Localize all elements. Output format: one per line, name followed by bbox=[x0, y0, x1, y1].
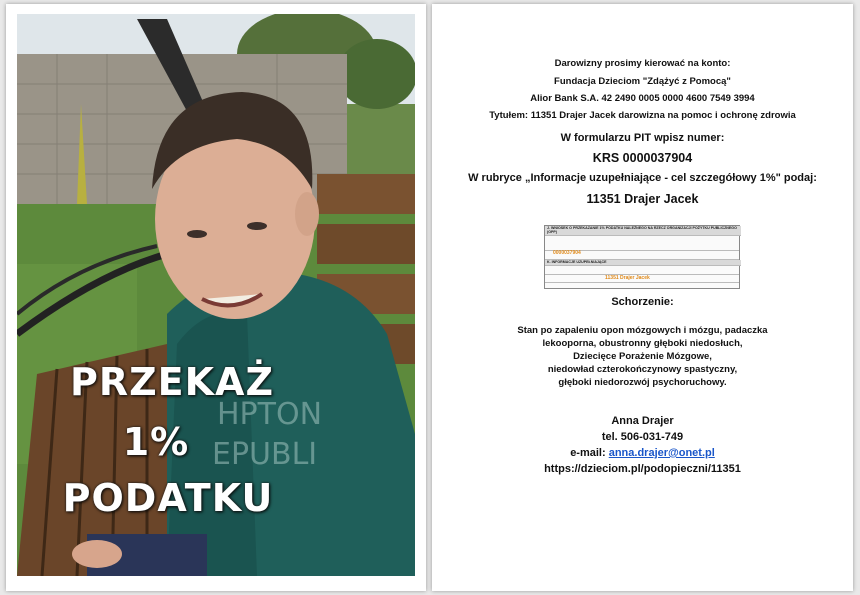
beneficiary-name: 11351 Drajer Jacek bbox=[586, 192, 699, 206]
contact-name: Anna Drajer bbox=[611, 415, 674, 427]
donation-line-1: Darowizny prosimy kierować na konto: bbox=[554, 58, 731, 69]
diagnosis-line-1: Stan po zapaleniu opon mózgowych i mózgu, padaczka bbox=[517, 325, 768, 336]
form-purpose-value: 11351 Drajer Jacek bbox=[605, 275, 650, 281]
overlay-text-line-1: PRZEKAŻ bbox=[69, 360, 275, 404]
left-page bbox=[6, 4, 426, 591]
overlay-text-line-3: PODATKU bbox=[62, 476, 274, 520]
diagnosis-line-3: Dziecięce Porażenie Mózgowe, bbox=[573, 351, 712, 362]
boy-photo bbox=[17, 14, 415, 576]
krs-number: KRS 0000037904 bbox=[592, 151, 693, 165]
svg-text:HPTON: HPTON bbox=[217, 397, 323, 432]
donation-line-4: Tytułem: 11351 Drajer Jacek darowizna na pomoc i ochronę zdrowia bbox=[489, 110, 796, 121]
overlay-text-line-2: 1% bbox=[122, 420, 190, 464]
contact-email-line bbox=[432, 447, 853, 459]
pit-form-thumbnail bbox=[544, 225, 740, 289]
svg-text:EPUBLI: EPUBLI bbox=[212, 437, 318, 472]
rubric-instruction: W rubryce „Informacje uzupełniające - cel szczegółowy 1%" podaj: bbox=[468, 172, 817, 184]
donation-line-3: Alior Bank S.A. 42 2490 0005 0000 4600 7549 3994 bbox=[530, 93, 755, 104]
email-link[interactable]: anna.drajer@onet.pl bbox=[608, 447, 715, 459]
form-krs-value: 0000037904 bbox=[553, 250, 581, 256]
donation-line-2: Fundacja Dzieciom "Zdążyć z Pomocą" bbox=[554, 76, 731, 87]
diagnosis-line-2: lekooporna, obustronny głęboki niedosłuch, bbox=[542, 338, 743, 349]
contact-phone: tel. 506-031-749 bbox=[601, 431, 684, 443]
diagnosis-line-4: niedowład czterokończynowy spastyczny, bbox=[547, 364, 738, 375]
profile-url[interactable]: https://dzieciom.pl/podopieczni/11351 bbox=[544, 463, 741, 475]
form-section-b: K. INFORMACJE UZUPEŁNIAJĄCE bbox=[545, 260, 741, 266]
right-page bbox=[432, 4, 853, 591]
diagnosis-line-5: głęboki niedorozwój psychoruchowy. bbox=[558, 377, 727, 388]
form-section-a: J. WNIOSEK O PRZEKAZANIE 1% PODATKU NALEŻNEGO NA RZECZ ORGANIZACJI POŻYTKU PUBLICZNEGO (OPP) bbox=[545, 226, 741, 236]
email-label: e-mail: bbox=[570, 447, 606, 459]
diagnosis-heading: Schorzenie: bbox=[611, 296, 674, 308]
pit-instruction: W formularzu PIT wpisz numer: bbox=[560, 132, 725, 144]
